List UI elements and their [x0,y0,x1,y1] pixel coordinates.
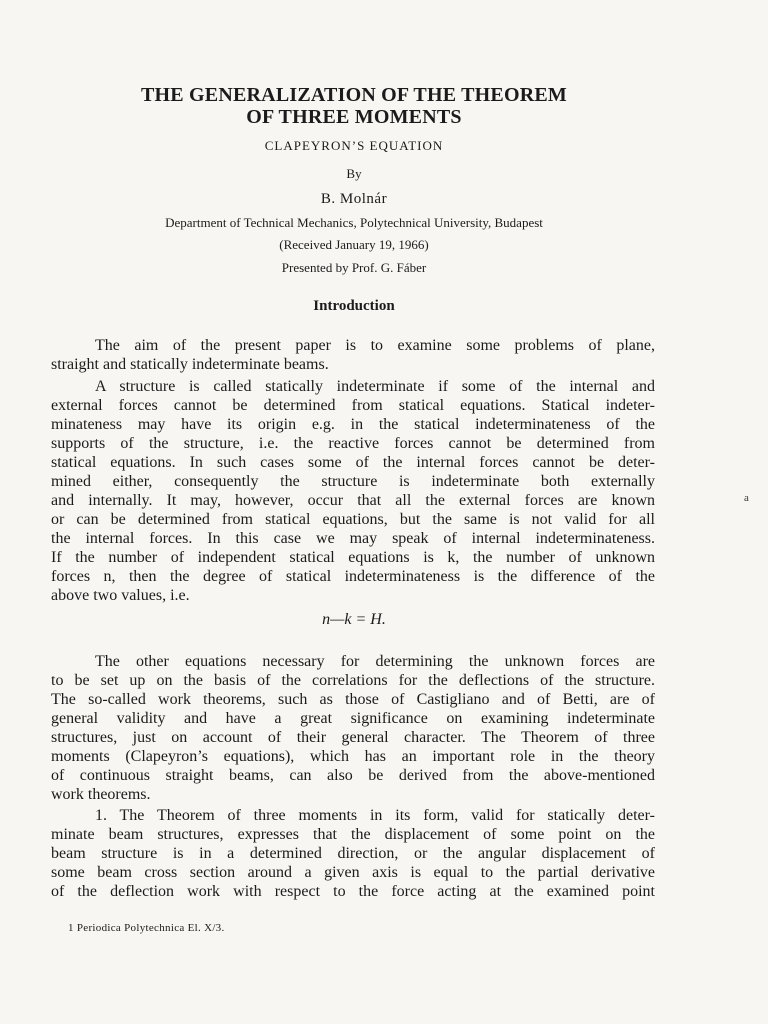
body-line: statical equations. In such cases some of the internal forces cannot be deter- [51,454,655,471]
body-line: of continuous straight beams, can also be derived from the above-mentioned [51,767,655,784]
body-line: mined either, consequently the structure is indeterminate both externally [51,473,655,490]
body-line: supports of the structure, i.e. the reactive forces cannot be determined from [51,435,655,452]
body-line: The other equations necessary for determining the unknown forces are [95,653,655,670]
received-date: (Received January 19, 1966) [279,237,429,252]
margin-mark: a [744,492,749,504]
paper-subtitle: CLAPEYRON’S EQUATION [264,138,444,153]
body-line: moments (Clapeyron’s equations), which has an important role in the theory [51,748,655,765]
body-line: minate beam structures, expresses that the displacement of some point on the [51,826,655,843]
body-line: to be set up on the basis of the correlations for the deflections of the structure. [51,672,655,689]
body-line: 1. The Theorem of three moments in its form, valid for statically deter- [95,807,655,824]
body-line: straight and statically indeterminate beams. [51,356,329,373]
body-line: A structure is called statically indeterminate if some of the internal and [95,378,655,395]
author-name: B. Molnár [320,191,388,207]
author-affiliation: Department of Technical Mechanics, Polytechnical University, Budapest [165,215,543,230]
presented-by: Presented by Prof. G. Fáber [281,260,427,275]
paper-title-line-1: THE GENERALIZATION OF THE THEOREM [141,84,567,106]
body-line: general validity and have a great significance on examining indeterminate [51,710,655,727]
section-heading: Introduction [313,298,395,314]
equation: n—k = H. [322,611,386,628]
body-line: above two values, i.e. [51,587,190,604]
body-line: beam structure is in a determined direction, or the angular displacement of [51,845,655,862]
body-line: of the deflection work with respect to the force acting at the examined point [51,883,655,900]
body-line: or can be determined from statical equations, but the same is not valid for all [51,511,655,528]
body-line: work theorems. [51,786,151,803]
body-line: If the number of independent statical equations is k, the number of unknown [51,549,655,566]
body-line: forces n, then the degree of statical indeterminateness is the difference of the [51,568,655,585]
body-line: The aim of the present paper is to examine some problems of plane, [95,337,655,354]
body-line: minateness may have its origin e.g. in the statical indeterminateness of the [51,416,655,433]
body-line: and internally. It may, however, occur that all the external forces are known [51,492,655,509]
body-line: The so-called work theorems, such as those of Castigliano and of Betti, are of [51,691,655,708]
footnote: 1 Periodica Polytechnica El. X/3. [68,922,225,934]
body-line: some beam cross section around a given axis is equal to the partial derivative [51,864,655,881]
body-line: the internal forces. In this case we may speak of internal indeterminateness. [51,530,655,547]
body-line: structures, just on account of their general character. The Theorem of three [51,729,655,746]
by-line: By [346,166,362,181]
body-line: external forces cannot be determined from statical equations. Statical indeter- [51,397,655,414]
paper-title-line-2: OF THREE MOMENTS [246,106,462,128]
